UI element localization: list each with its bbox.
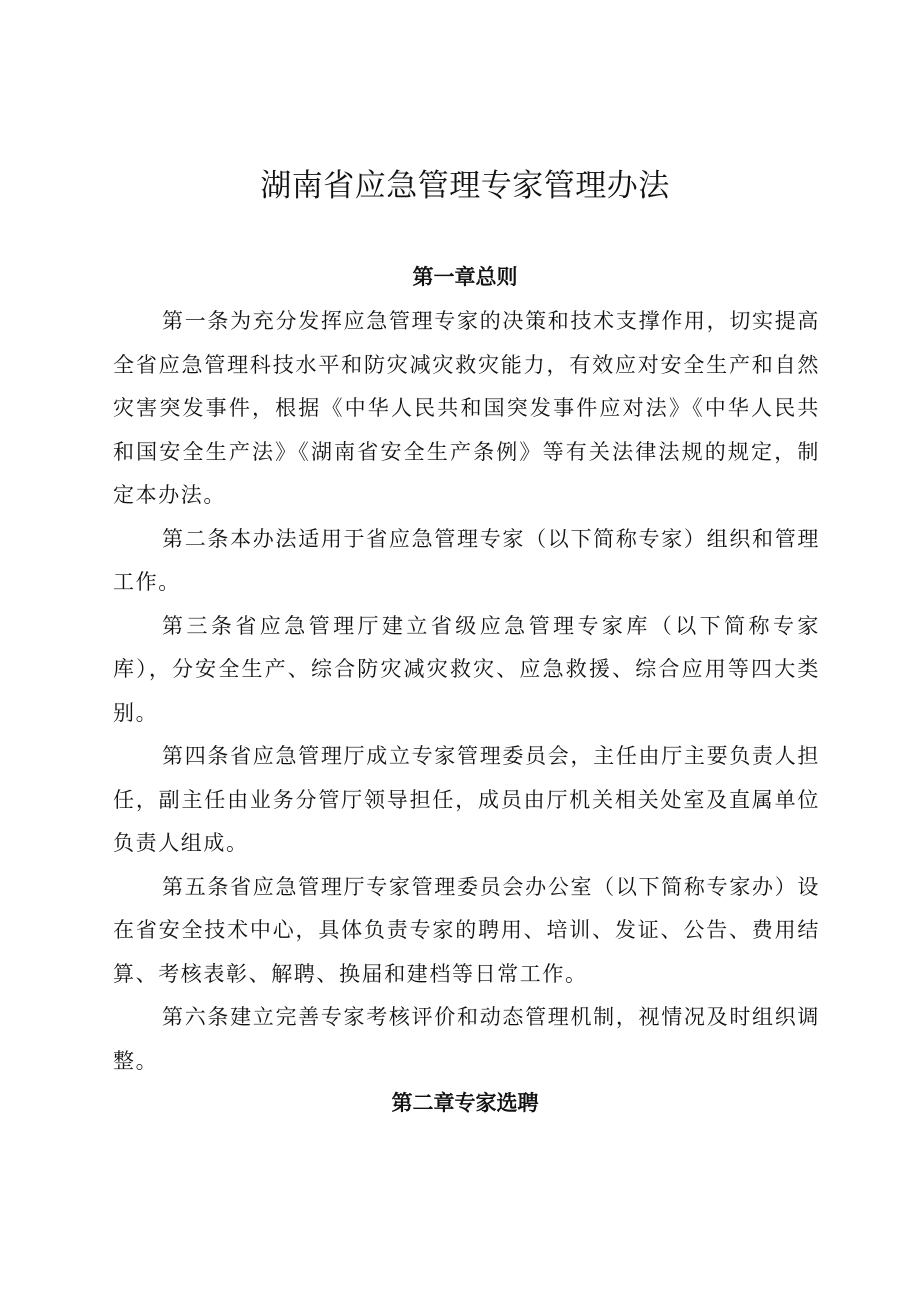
article-paragraph: 第二条本办法适用于省应急管理专家（以下简称专家）组织和管理工作。	[113, 526, 820, 594]
article-paragraph: 第五条省应急管理厅专家管理委员会办公室（以下简称专家办）设在省安全技术中心，具体负责专家的聘用、培训、发证、公告、费用结算、考核表彰、解聘、换届和建档等日常工作。	[113, 874, 820, 986]
article-paragraph: 第三条省应急管理厅建立省级应急管理专家库（以下简称专家库），分安全生产、综合防灾减灾救灾、应急救援、综合应用等四大类别。	[113, 613, 820, 725]
article-paragraph: 第四条省应急管理厅成立专家管理委员会，主任由厅主要负责人担任，副主任由业务分管厅领导担任，成员由厅机关相关处室及直属单位负责人组成。	[113, 744, 820, 855]
chapter-heading: 第一章总则	[412, 265, 518, 289]
chapter-heading: 第二章专家选聘	[391, 1091, 539, 1115]
document-title: 湖南省应急管理专家管理办法	[260, 168, 670, 204]
article-paragraph: 第六条建立完善专家考核评价和动态管理机制，视情况及时组织调整。	[113, 1005, 820, 1073]
article-paragraph: 第一条为充分发挥应急管理专家的决策和技术支撑作用，切实提高全省应急管理科技水平和防灾减灾救灾能力，有效应对安全生产和自然灾害突发事件，根据《中华人民共和国突发事件应对法》《中华人民共和国安全生产法》《湖南省安全生产条例》等有关法律法规的规定，制定本办法。	[113, 309, 820, 507]
chapter-body	[113, 300, 820, 1083]
